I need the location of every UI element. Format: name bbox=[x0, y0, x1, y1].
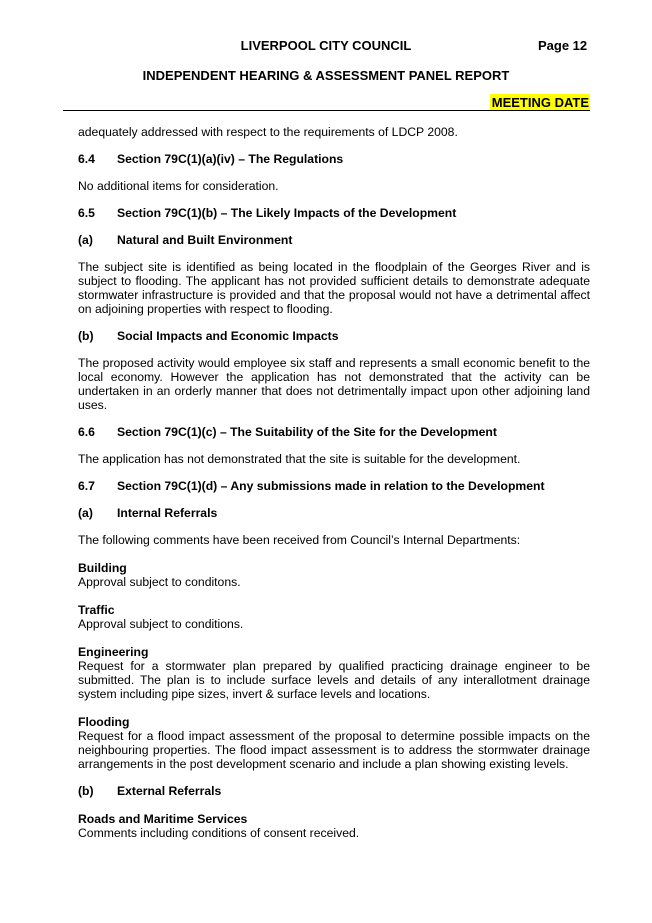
referral-text: Approval subject to conditons. bbox=[78, 575, 241, 589]
header-divider bbox=[63, 110, 590, 111]
referral-title: Traffic bbox=[78, 603, 115, 617]
section-heading-6-4 bbox=[78, 152, 590, 166]
referral-text: Request for a flood impact assessment of the proposal to determine possible impacts on the neighbouring properties. The flood impact assessment is to address the stormwater drainage arrangements in the post development scenario and include a plan showing existing levels. bbox=[78, 729, 590, 771]
referral-text: Approval subject to conditions. bbox=[78, 617, 244, 631]
subsection-heading-6-7-b bbox=[78, 784, 590, 798]
paragraph-6-5-a: The subject site is identified as being located in the floodplain of the Georges River and is subject to flooding. The applicant has not provided sufficient details to demonstrate adequate stormwater infrastructure is provided and that the proposal would not have a detrimental affect on adjoining properties with respect to flooding. bbox=[78, 260, 590, 316]
referral-title: Engineering bbox=[78, 645, 149, 659]
subsection-number: (a) bbox=[78, 233, 93, 247]
subsection-number: (a) bbox=[78, 506, 93, 520]
referral-rms bbox=[78, 812, 590, 840]
section-title: Section 79C(1)(b) – The Likely Impacts of the Development bbox=[117, 206, 457, 220]
section-number: 6.4 bbox=[78, 152, 95, 166]
section-number: 6.6 bbox=[78, 425, 95, 439]
referral-title: Roads and Maritime Services bbox=[78, 812, 248, 826]
subsection-title: Natural and Built Environment bbox=[117, 233, 293, 247]
referral-building bbox=[78, 561, 590, 589]
page-number: Page 12 bbox=[538, 38, 588, 53]
referral-text: Comments including conditions of consent received. bbox=[78, 826, 360, 840]
subsection-number: (b) bbox=[78, 329, 94, 343]
section-heading-6-7 bbox=[78, 479, 590, 493]
section-title: Section 79C(1)(c) – The Suitability of the Site for the Development bbox=[117, 425, 497, 439]
referral-flooding bbox=[78, 715, 590, 771]
council-name: LIVERPOOL CITY COUNCIL bbox=[240, 38, 412, 53]
section-number: 6.7 bbox=[78, 479, 95, 493]
subsection-heading-6-5-a bbox=[78, 233, 590, 247]
section-title: Section 79C(1)(d) – Any submissions made in relation to the Development bbox=[117, 479, 545, 493]
continued-paragraph: adequately addressed with respect to the requirements of LDCP 2008. bbox=[78, 125, 458, 139]
subsection-heading-6-7-a bbox=[78, 506, 590, 520]
subsection-title: Internal Referrals bbox=[117, 506, 218, 520]
referral-title: Flooding bbox=[78, 715, 130, 729]
subsection-title: Social Impacts and Economic Impacts bbox=[117, 329, 339, 343]
paragraph-6-4: No additional items for consideration. bbox=[78, 179, 279, 193]
report-body bbox=[78, 125, 590, 840]
section-heading-6-6 bbox=[78, 425, 590, 439]
referral-title: Building bbox=[78, 561, 127, 575]
section-title: Section 79C(1)(a)(iv) – The Regulations bbox=[117, 152, 344, 166]
subsection-number: (b) bbox=[78, 784, 94, 798]
referral-traffic bbox=[78, 603, 590, 631]
report-title: INDEPENDENT HEARING & ASSESSMENT PANEL REPORT bbox=[142, 68, 510, 83]
subsection-heading-6-5-b bbox=[78, 329, 590, 343]
paragraph-6-6: The application has not demonstrated that the site is suitable for the development. bbox=[78, 452, 521, 466]
meeting-date-highlight: MEETING DATE bbox=[491, 95, 589, 110]
section-number: 6.5 bbox=[78, 206, 95, 220]
paragraph-6-7-a: The following comments have been received from Council’s Internal Departments: bbox=[78, 533, 521, 547]
referral-text: Request for a stormwater plan prepared by qualified practicing drainage engineer to be submitted. The plan is to include surface levels and details of any interallotment drainage system including pipe sizes, invert & surface levels and locations. bbox=[78, 659, 590, 701]
referral-engineering bbox=[78, 645, 590, 701]
subsection-title: External Referrals bbox=[117, 784, 222, 798]
paragraph-6-5-b: The proposed activity would employee six staff and represents a small economic benefit to the local economy. However the application has not demonstrated that the activity can be undertaken in an orderly manner that does not detrimentally impact upon other adjoining land uses. bbox=[78, 356, 590, 412]
section-heading-6-5 bbox=[78, 206, 590, 220]
